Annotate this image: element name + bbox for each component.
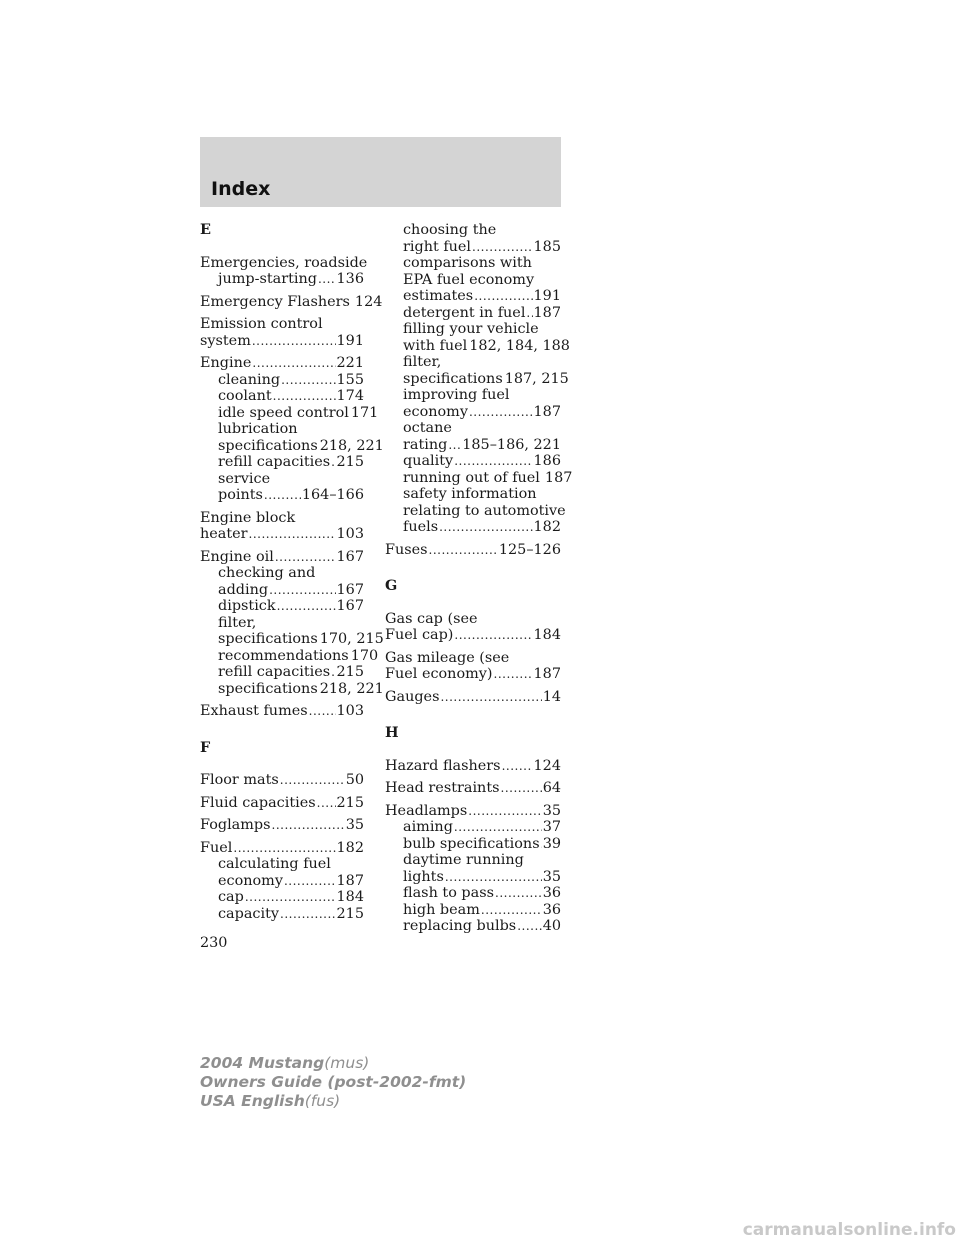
page-ref: 167 [336,548,364,565]
page-ref: 14 [542,688,561,705]
page-ref: 215 [336,794,364,811]
page-ref: 182 [336,839,364,856]
page-ref: 35 [345,817,364,833]
index-entry-engine-oil: Engine oil ..... 167 checking and adding ..... 167 dipstick ..... 167 filter, specifications 170, 215 recommendations 170 refill capacities ..... 215 specifications 218, 221 [200,549,364,698]
index-entry-emergencies: Emergencies, roadside jump-starting ..... 136 [200,255,364,288]
document-footer: 2004 Mustang(mus) Owners Guide (post-2002-fmt) USA English(fus) [200,1054,467,1110]
page-ref: 124 [533,757,561,774]
page-ref: 64 [542,780,561,796]
page-ref: 103 [336,526,364,542]
section-letter-e: E [200,221,211,238]
index-entry-gas-mileage: Gas mileage (see Fuel economy) ..... 187 [385,650,561,683]
index-column-right [385,222,573,941]
page-ref: 125–126 [498,541,561,558]
index-entry-fuel: Fuel ..... 182 calculating fuel economy ..... 187 cap ..... 184 capacity ..... 215 [200,840,364,923]
index-entry-fuses: Fuses ..... 125–126 [385,542,561,559]
page-title: Index [211,178,271,200]
section-letter-h: H [385,724,399,741]
index-entry-engine-block: Engine block heater ..... 103 [200,510,364,543]
index-entry-exhaust-fumes: Exhaust fumes ..... 103 [200,703,364,720]
page-ref: 191 [336,332,364,349]
index-entry-headlamps: Headlamps ..... 35 aiming ..... 37 bulb specifications ..... 39 daytime running lights ..... 35 flash to pass ..... 36 high beam ..... 36 replacing bulbs ..... 40 [385,803,561,935]
index-column-left [200,221,384,928]
index-entry-foglamps: Foglamps ..... 35 [200,817,364,834]
index-entry-fluid-capacities: Fluid capacities ..... 215 [200,795,364,812]
page-ref: 187 [533,666,561,682]
index-entry-fuel-continued: choosing the right fuel ..... 185 comparisons with EPA fuel economy estimates ..... 191 detergent in fuel ..... 187 filling your vehicle with fuel 182, 184, 188 filter, specifications 187, 215 improving fuel economy ..... 187 octane rating ..... 185–186, 221 quality ..... 186 running out of fuel 187 safety information relating to automotive fuels ..... 182 [385,222,561,536]
index-entry-emergency-flashers: Emergency Flashers 124 [200,293,383,310]
index-entry-floor-mats: Floor mats ..... 50 [200,772,364,789]
page-ref: 221 [336,355,364,371]
index-entry-head-restraints: Head restraints ..... 64 [385,780,561,797]
page-ref: 184 [533,627,561,643]
section-letter-g: G [385,577,398,594]
page-number: 230 [200,935,228,951]
page-ref: 136 [336,271,364,287]
page-ref: 103 [336,703,364,719]
page-ref: 124 [354,293,383,310]
watermark: carmanualsonline.info [742,1220,956,1240]
index-entry-hazard-flashers: Hazard flashers ..... 124 [385,758,561,775]
page-ref: 35 [542,802,561,819]
index-entry-emission-control: Emission control system ..... 191 [200,316,364,349]
index-entry-gauges: Gauges ..... 14 [385,689,561,706]
section-letter-f: F [200,738,211,756]
index-entry-gas-cap: Gas cap (see Fuel cap) ..... 184 [385,611,561,644]
header-band [200,137,561,207]
page-ref: 50 [345,772,364,788]
index-entry-engine: Engine ..... 221 cleaning ..... 155 coolant ..... 174 idle speed control 171 lubrication specifications 218, 221 refill capacities ..... 215 service points ..... 164–166 [200,355,364,504]
